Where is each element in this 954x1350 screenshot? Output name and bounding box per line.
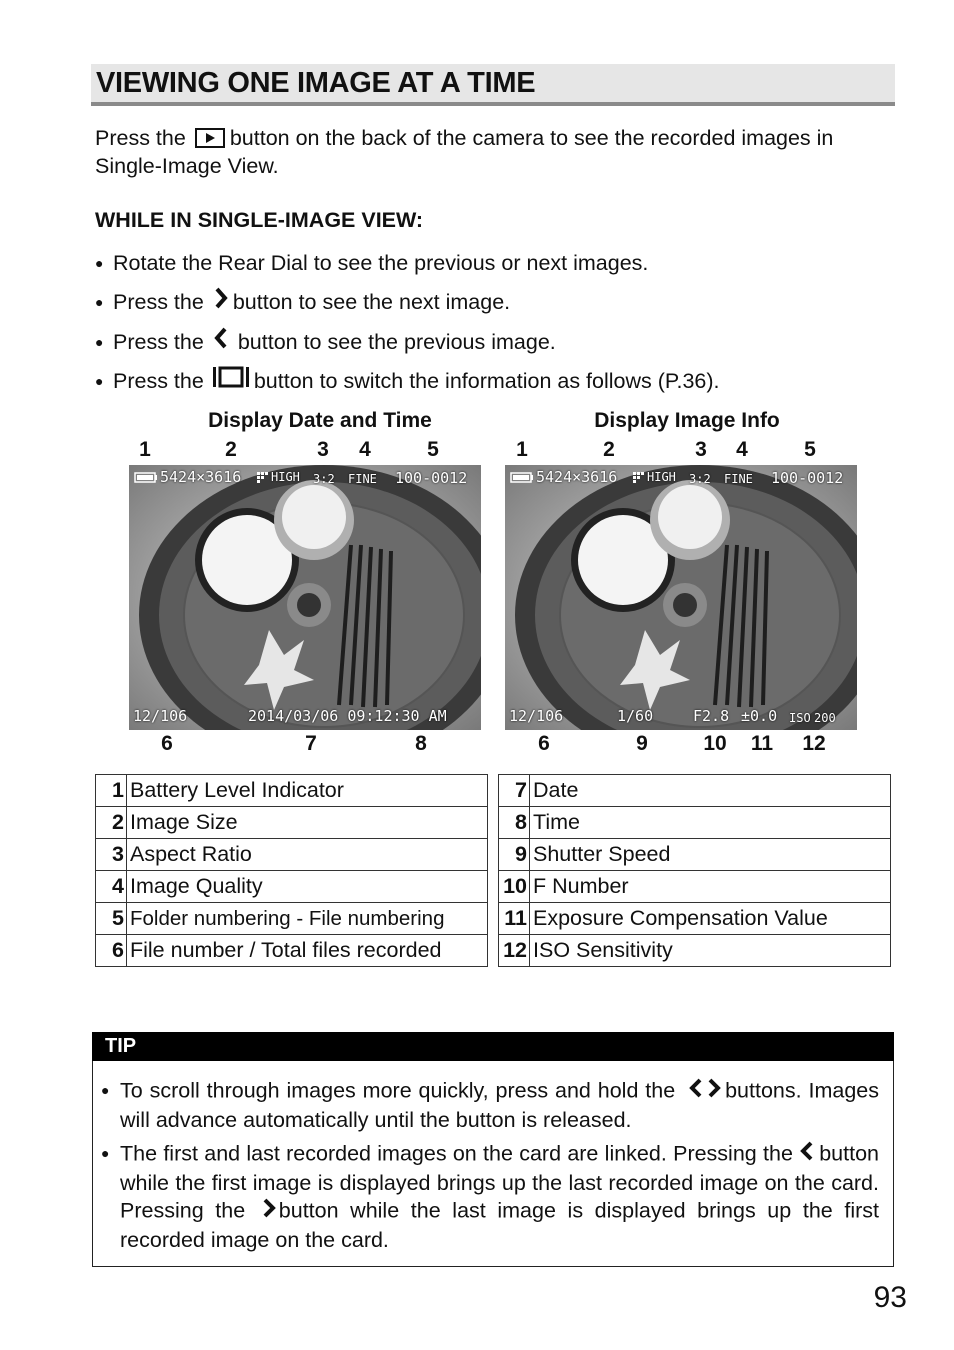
table-row	[96, 839, 488, 871]
right-panel-caption: Display Image Info	[594, 409, 780, 432]
legend-label: Shutter Speed	[530, 839, 891, 871]
right-preview-image	[505, 465, 857, 730]
callout-number: 12	[802, 732, 826, 755]
resolution-icon	[633, 472, 645, 483]
list-item-text: Press the	[113, 329, 204, 354]
list-item-text: button to see the next image.	[232, 290, 511, 315]
section-subheading: WHILE IN SINGLE-IMAGE VIEW:	[95, 208, 424, 232]
legend-label: Image Quality	[127, 871, 488, 903]
play-icon	[195, 128, 225, 148]
tray-photo	[505, 465, 857, 730]
tip-text: button while the first image is displayed brings up the last recorded image on the card. Pressing the	[120, 1141, 879, 1223]
callout-number: 4	[359, 438, 371, 461]
list-item-text: button to see the previous image.	[237, 329, 556, 354]
table-row	[96, 807, 488, 839]
legend-number: 1	[96, 775, 127, 807]
legend-number: 7	[499, 775, 530, 807]
legend-label: Image Size	[127, 807, 488, 839]
osd-iso-label: ISO	[789, 711, 811, 725]
list-item	[95, 283, 895, 323]
table-row	[499, 871, 891, 903]
osd-file-count: 12/106	[509, 707, 564, 725]
tip-text: To scroll through images more quickly, press and hold the	[120, 1078, 676, 1103]
battery-icon	[134, 472, 158, 483]
list-item	[101, 1140, 879, 1254]
table-row	[499, 807, 891, 839]
chevron-right-icon	[212, 286, 230, 318]
callout-number: 2	[603, 438, 615, 461]
tray-photo	[129, 465, 481, 730]
callout-number: 2	[225, 438, 237, 461]
legend-label: File number / Total files recorded	[127, 935, 488, 967]
callout-number: 10	[703, 732, 727, 755]
intro-text-after: button on the back of the camera to see the recorded images in Single-Image View.	[95, 126, 834, 178]
legend-label: Aspect Ratio	[127, 839, 488, 871]
table-row	[499, 935, 891, 967]
list-item-text: Rotate the Rear Dial to see the previous or next images.	[113, 250, 649, 275]
osd-aspect-ratio: 3:2	[689, 472, 711, 486]
legend-label: Exposure Compensation Value	[530, 903, 891, 935]
callout-number: 6	[538, 732, 550, 755]
callout-number: 1	[516, 438, 528, 461]
legend-number: 10	[499, 871, 530, 903]
legend-number: 2	[96, 807, 127, 839]
title-bar	[91, 64, 895, 106]
table-row	[499, 903, 891, 935]
osd-file-count: 12/106	[133, 707, 188, 725]
intro-paragraph	[95, 124, 895, 180]
list-item	[95, 362, 895, 402]
table-row	[499, 839, 891, 871]
callout-number: 11	[750, 732, 774, 755]
legend-label: Date	[530, 775, 891, 807]
chevron-right-icon	[706, 1077, 722, 1107]
legend-number: 11	[499, 903, 530, 935]
legend-label: ISO Sensitivity	[530, 935, 891, 967]
instruction-list	[95, 243, 895, 401]
legend-label: Time	[530, 807, 891, 839]
table-row	[96, 935, 488, 967]
tip-heading: TIP	[105, 1035, 137, 1057]
osd-quality: FINE	[724, 472, 753, 486]
osd-exposure-compensation: ±0.0	[741, 707, 778, 725]
osd-aspect-ratio: 3:2	[313, 472, 335, 486]
callout-number: 5	[804, 438, 816, 461]
osd-iso-value: 200	[814, 711, 836, 725]
bullet-icon: ●	[101, 1145, 110, 1161]
callout-number: 5	[427, 438, 439, 461]
legend-label: Folder numbering - File numbering	[127, 903, 488, 935]
osd-image-size: 5424×3616	[160, 468, 242, 486]
osd-resolution: HIGH	[647, 470, 676, 484]
osd-f-number: F2.8	[693, 707, 730, 725]
legend-number: 5	[96, 903, 127, 935]
table-row	[499, 775, 891, 807]
callout-number: 7	[305, 732, 317, 755]
list-item-text: Press the	[113, 369, 204, 394]
osd-folder-number: 100-0012	[395, 469, 468, 487]
chevron-right-icon	[261, 1197, 277, 1227]
intro-text-before: Press the	[95, 126, 186, 150]
osd-resolution: HIGH	[271, 470, 300, 484]
legend-number: 3	[96, 839, 127, 871]
bullet-icon: ●	[95, 254, 104, 271]
callout-number: 3	[695, 438, 707, 461]
callout-number: 4	[736, 438, 748, 461]
legend-label: Battery Level Indicator	[127, 775, 488, 807]
tip-text: button while the last image is displayed brings up the first recorded image on the card.	[120, 1198, 879, 1252]
chevron-left-icon	[688, 1077, 704, 1107]
left-panel-caption: Display Date and Time	[208, 409, 432, 432]
info-display-icon	[212, 365, 250, 397]
legend-number: 12	[499, 935, 530, 967]
osd-quality: FINE	[348, 472, 377, 486]
left-preview-image	[129, 465, 481, 730]
resolution-icon	[257, 472, 269, 483]
callout-number: 3	[317, 438, 329, 461]
legend-label: F Number	[530, 871, 891, 903]
legend-table-left	[95, 774, 488, 967]
page-number: 93	[873, 1281, 907, 1314]
tip-text: buttons. Images will advance automatically until the button is released.	[120, 1078, 879, 1132]
list-item	[101, 1077, 879, 1134]
callout-number: 1	[139, 438, 151, 461]
battery-icon	[510, 472, 534, 483]
table-row	[96, 775, 488, 807]
chevron-left-icon	[799, 1140, 815, 1170]
tip-header	[92, 1032, 894, 1061]
tip-text: The first and last recorded images on the card are linked. Pressing the	[120, 1141, 793, 1166]
callout-number: 6	[161, 732, 173, 755]
bullet-icon: ●	[95, 333, 104, 350]
table-row	[96, 903, 488, 935]
osd-folder-number: 100-0012	[771, 469, 844, 487]
list-item	[95, 243, 895, 283]
bullet-icon: ●	[95, 373, 104, 390]
callout-number: 8	[415, 732, 427, 755]
bullet-icon: ●	[101, 1082, 110, 1098]
osd-date-time: 2014/03/06 09:12:30 AM	[248, 707, 447, 725]
tip-box	[92, 1061, 894, 1267]
legend-table-right	[498, 774, 891, 967]
legend-number: 6	[96, 935, 127, 967]
osd-image-size: 5424×3616	[536, 468, 618, 486]
list-item-text: Press the	[113, 290, 204, 315]
bullet-icon: ●	[95, 294, 104, 311]
page-title: VIEWING ONE IMAGE AT A TIME	[96, 67, 536, 99]
legend-number: 4	[96, 871, 127, 903]
legend-number: 8	[499, 807, 530, 839]
legend-number: 9	[499, 839, 530, 871]
chevron-left-icon	[212, 326, 230, 358]
callout-number: 9	[636, 732, 648, 755]
osd-shutter-speed: 1/60	[617, 707, 654, 725]
list-item	[95, 322, 895, 362]
list-item-text: button to switch the information as follows (P.36).	[253, 369, 720, 394]
table-row	[96, 871, 488, 903]
